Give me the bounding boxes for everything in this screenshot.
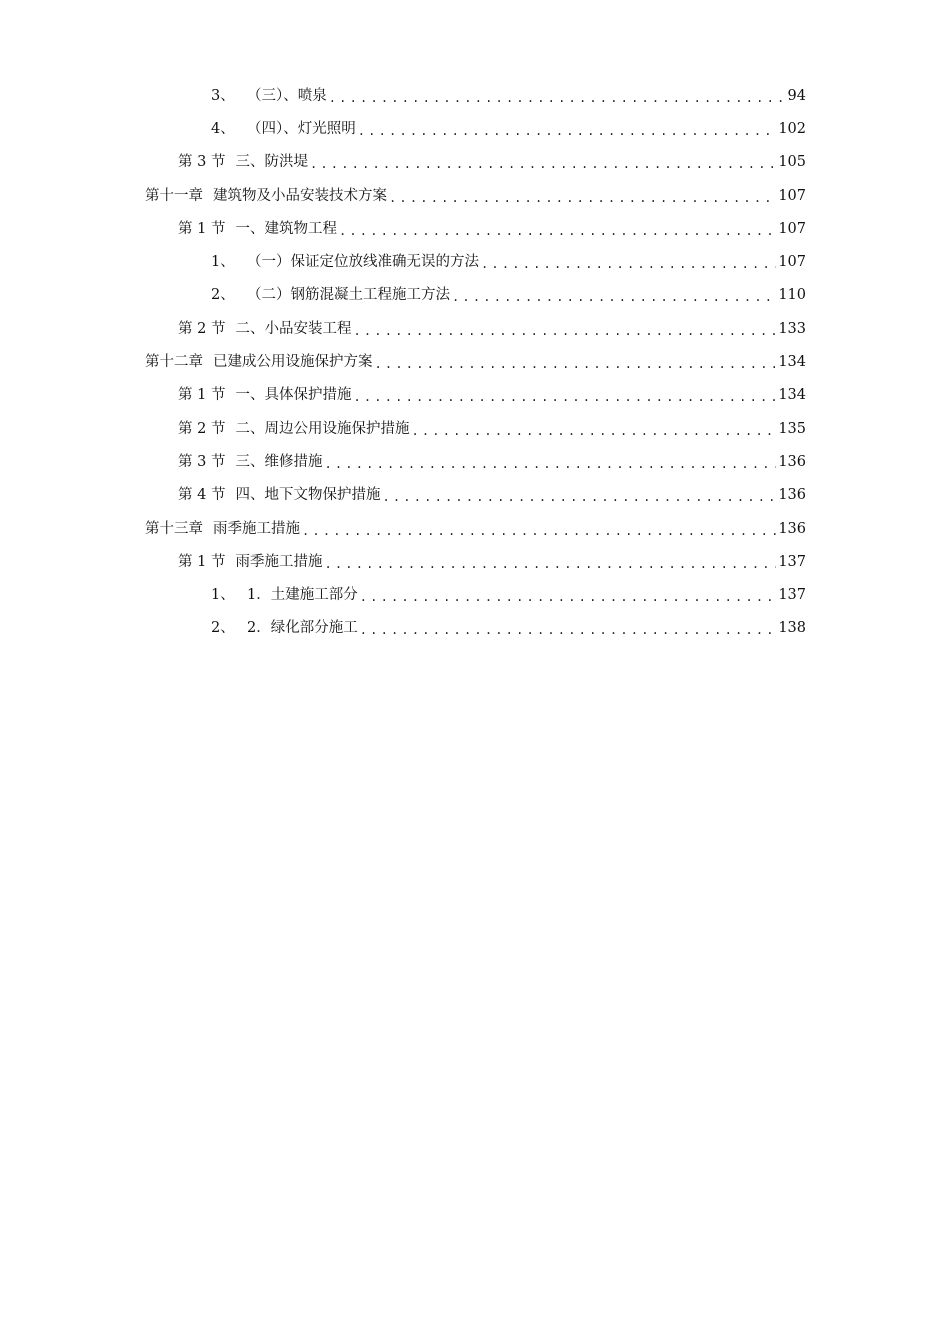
toc-entry[interactable]: [0, 112, 950, 145]
toc-entry-number: 第 3 节: [178, 154, 226, 171]
toc-entry-page: 134: [778, 354, 806, 371]
toc-entry-title: （一）保证定位放线准确无误的方法: [247, 254, 479, 271]
toc-dot-leader: [375, 354, 777, 374]
toc-entry-number: 第 1 节: [178, 220, 226, 237]
toc-entry-page: 105: [778, 154, 806, 171]
toc-entry[interactable]: [0, 245, 950, 278]
toc-dot-leader: [481, 254, 776, 274]
toc-dot-leader: [360, 587, 777, 607]
toc-entry-title: 建筑物及小品安装技术方案: [213, 187, 387, 204]
toc-entry-title: 已建成公用设施保护方案: [213, 354, 373, 371]
toc-dot-leader: [310, 154, 776, 174]
toc-entry-page: 136: [778, 487, 806, 504]
toc-entry-page: 134: [778, 387, 806, 404]
table-of-contents: [0, 79, 950, 645]
toc-entry-title: 一、建筑物工程: [235, 220, 337, 237]
toc-dot-leader: [324, 554, 776, 574]
toc-entry[interactable]: [0, 412, 950, 445]
toc-dot-leader: [339, 221, 776, 241]
toc-entry[interactable]: [0, 578, 950, 611]
toc-entry-number: 第十一章: [145, 187, 203, 204]
toc-entry[interactable]: [0, 179, 950, 212]
toc-entry[interactable]: [0, 312, 950, 345]
toc-entry[interactable]: [0, 279, 950, 312]
toc-dot-leader: [360, 620, 777, 640]
toc-entry-number: 2、: [211, 287, 235, 304]
toc-entry-page: 137: [778, 553, 806, 570]
toc-entry-title: 三、维修措施: [235, 453, 323, 470]
toc-entry-title: 雨季施工措施: [235, 553, 323, 570]
toc-entry[interactable]: [0, 545, 950, 578]
toc-entry-number: 第 1 节: [178, 553, 226, 570]
toc-entry-page: 137: [778, 587, 806, 604]
toc-entry-number: 第十三章: [145, 520, 203, 537]
toc-entry-number: 3、: [211, 87, 235, 104]
toc-entry[interactable]: [0, 212, 950, 245]
toc-entry-page: 133: [778, 320, 806, 337]
toc-entry-title: 1．土建施工部分: [247, 587, 358, 604]
toc-entry-page: 136: [778, 520, 806, 537]
toc-dot-leader: [353, 321, 776, 341]
toc-dot-leader: [389, 188, 776, 208]
toc-entry-title: 二、周边公用设施保护措施: [235, 420, 410, 437]
toc-entry-title: （三）、喷泉: [247, 87, 327, 104]
toc-dot-leader: [329, 88, 786, 108]
toc-entry[interactable]: [0, 379, 950, 412]
toc-dot-leader: [302, 521, 776, 541]
toc-entry-number: 第 1 节: [178, 387, 226, 404]
toc-entry-title: 雨季施工措施: [213, 520, 300, 537]
toc-entry-number: 1、: [211, 587, 235, 604]
toc-entry-page: 135: [778, 420, 806, 437]
toc-dot-leader: [382, 487, 776, 507]
toc-dot-leader: [353, 387, 776, 407]
toc-entry-number: 第 2 节: [178, 420, 226, 437]
toc-entry-title: 四、地下文物保护措施: [235, 487, 381, 504]
toc-entry-number: 4、: [211, 120, 235, 137]
toc-entry[interactable]: [0, 79, 950, 112]
toc-entry[interactable]: [0, 445, 950, 478]
toc-entry-title: （四）、灯光照明: [247, 120, 356, 137]
toc-entry-number: 第 2 节: [178, 320, 226, 337]
toc-entry-page: 110: [778, 287, 806, 304]
toc-entry-page: 136: [778, 453, 806, 470]
toc-entry[interactable]: [0, 345, 950, 378]
toc-entry-number: 2、: [211, 620, 235, 637]
toc-entry-title: 三、防洪堤: [235, 154, 308, 171]
toc-entry-number: 第 4 节: [178, 487, 226, 504]
toc-entry-title: 二、小品安装工程: [235, 320, 352, 337]
toc-entry-number: 1、: [211, 254, 235, 271]
toc-entry-page: 107: [778, 220, 806, 237]
toc-entry-number: 第十二章: [145, 354, 203, 371]
toc-entry-title: （二）钢筋混凝土工程施工方法: [247, 287, 450, 304]
toc-entry[interactable]: [0, 512, 950, 545]
toc-entry-page: 94: [787, 87, 806, 104]
toc-dot-leader: [358, 121, 777, 141]
toc-entry-title: 2．绿化部分施工: [247, 620, 358, 637]
toc-entry-title: 一、具体保护措施: [235, 387, 352, 404]
toc-entry-page: 107: [778, 254, 806, 271]
toc-entry-page: 107: [778, 187, 806, 204]
toc-entry[interactable]: [0, 479, 950, 512]
toc-entry-page: 102: [778, 120, 806, 137]
toc-dot-leader: [324, 454, 776, 474]
toc-entry-number: 第 3 节: [178, 453, 226, 470]
toc-dot-leader: [452, 287, 776, 307]
toc-entry-page: 138: [778, 620, 806, 637]
toc-dot-leader: [411, 421, 776, 441]
toc-entry[interactable]: [0, 612, 950, 645]
toc-entry[interactable]: [0, 146, 950, 179]
